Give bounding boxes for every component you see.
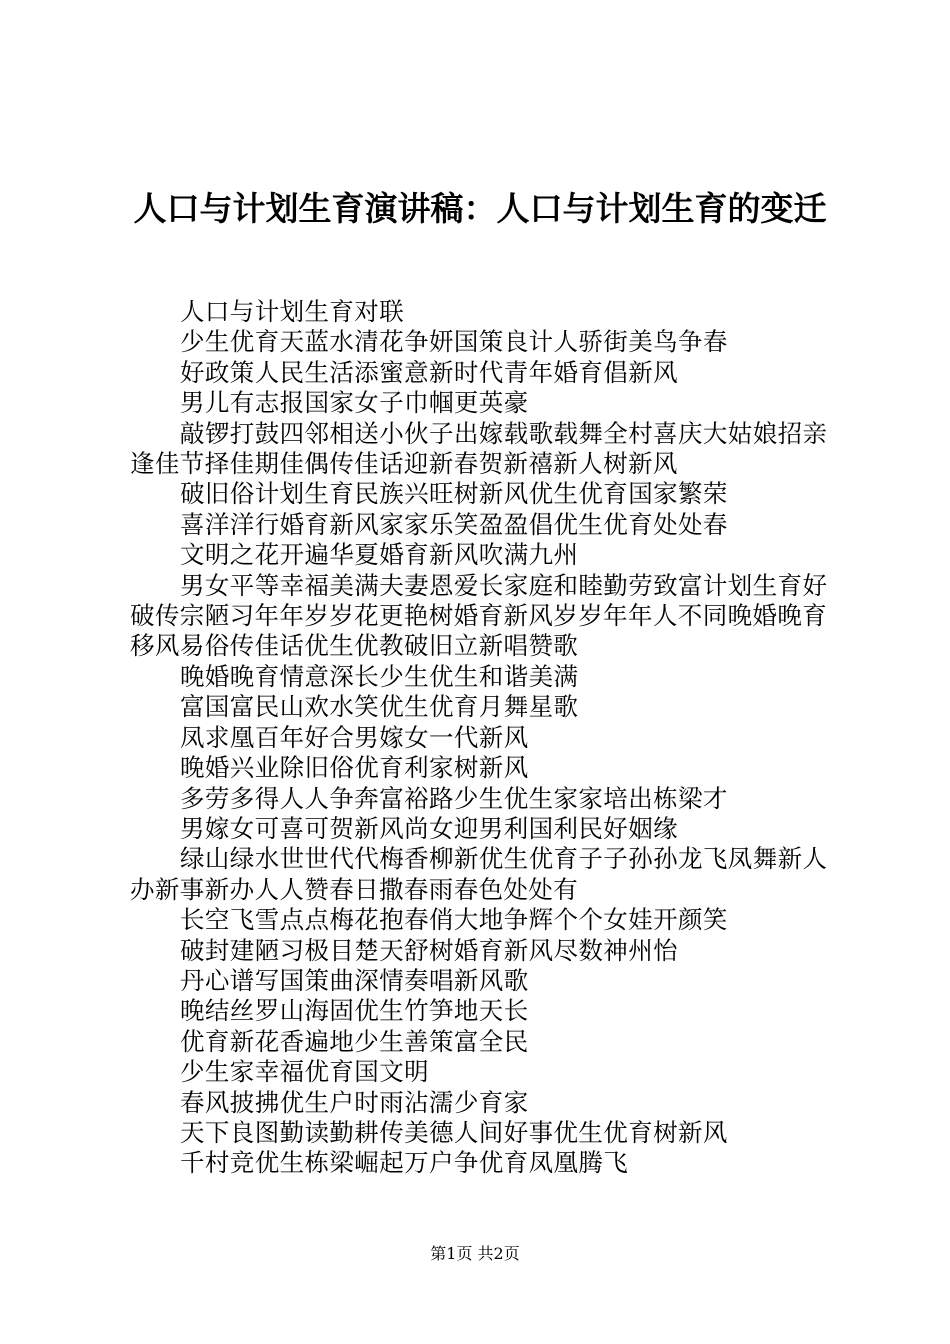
paragraph: 少生家幸福优育国文明 [180, 1057, 429, 1087]
paragraph: 破旧俗计划生育民族兴旺树新风优生优育国家繁荣 [180, 479, 728, 509]
paragraph: 好政策人民生活添蜜意新时代青年婚育倡新风 [180, 357, 678, 387]
paragraph: 晚婚晚育情意深长少生优生和谐美满 [180, 661, 579, 691]
paragraph: 敲锣打鼓四邻相送小伙子出嫁载歌载舞全村喜庆大姑娘招亲逢佳节择佳期佳偶传佳话迎新春贺新禧新人树新风 [130, 418, 828, 479]
paragraph: 春风披拂优生户时雨沾濡少育家 [180, 1087, 529, 1117]
paragraph: 男女平等幸福美满夫妻恩爱长家庭和睦勤劳致富计划生育好破传宗陋习年年岁岁花更艳树婚育新风岁岁年年人不同晚婚晚育移风易俗传佳话优生优教破旧立新唱赞歌 [130, 570, 828, 661]
paragraph: 男儿有志报国家女子巾帼更英豪 [180, 388, 529, 418]
paragraph: 男嫁女可喜可贺新风尚女迎男利国利民好姻缘 [180, 813, 678, 843]
document-body [130, 297, 830, 1179]
paragraph: 晚婚兴业除旧俗优育利家树新风 [180, 753, 529, 783]
paragraph: 文明之花开遍华夏婚育新风吹满九州 [180, 540, 579, 570]
paragraph: 凤求凰百年好合男嫁女一代新风 [180, 722, 529, 752]
page-title: 人口与计划生育演讲稿：人口与计划生育的变迁 [133, 189, 827, 228]
paragraph: 长空飞雪点点梅花抱春俏大地争辉个个女娃开颜笑 [180, 905, 728, 935]
paragraph: 喜洋洋行婚育新风家家乐笑盈盈倡优生优育处处春 [180, 509, 728, 539]
paragraph: 多劳多得人人争奔富裕路少生优生家家培出栋梁才 [180, 783, 728, 813]
paragraph: 破封建陋习极目楚天舒树婚育新风尽数神州怡 [180, 935, 678, 965]
paragraph: 千村竞优生栋梁崛起万户争优育凤凰腾飞 [180, 1148, 629, 1178]
paragraph: 天下良图勤读勤耕传美德人间好事优生优育树新风 [180, 1117, 728, 1147]
paragraph: 丹心谱写国策曲深情奏唱新风歌 [180, 965, 529, 995]
paragraph: 优育新花香遍地少生善策富全民 [180, 1026, 529, 1056]
paragraph: 人口与计划生育对联 [180, 297, 405, 326]
paragraph: 晚结丝罗山海固优生竹笋地天长 [180, 996, 529, 1026]
paragraph: 少生优育天蓝水清花争妍国策良计人骄街美鸟争春 [180, 327, 728, 357]
paragraph: 富国富民山欢水笑优生优育月舞星歌 [180, 692, 579, 722]
page-footer: 第1页 共2页 [430, 1244, 520, 1263]
paragraph: 绿山绿水世世代代梅香柳新优生优育子子孙孙龙飞凤舞新人办新事新办人人赞春日撒春雨春色处处有 [130, 844, 828, 904]
